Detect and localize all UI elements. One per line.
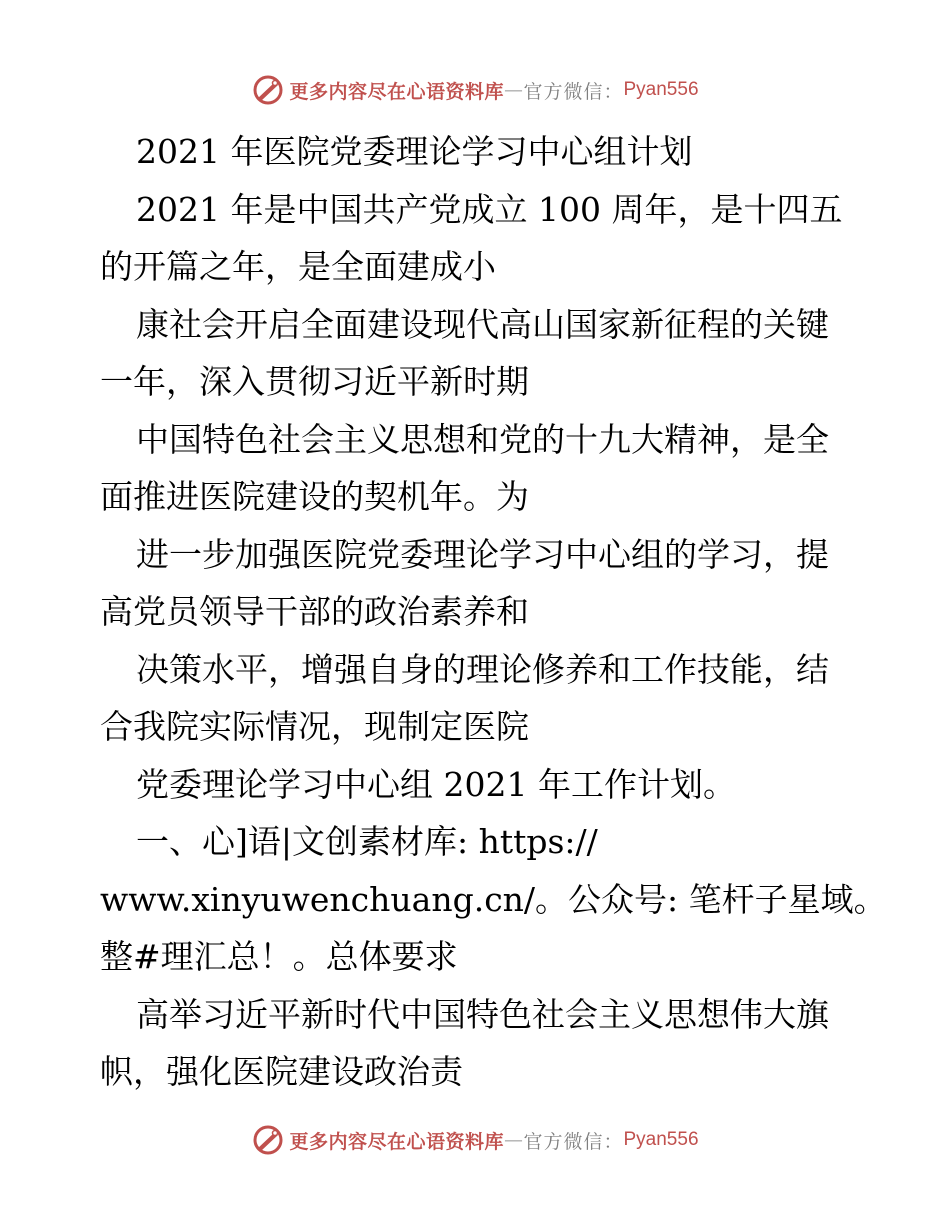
watermark-dash: — bbox=[503, 79, 524, 101]
paragraph-line: www.xinyuwenchuang.cn/。公众号: 笔杆子星域。 bbox=[100, 879, 887, 919]
paragraph-line: 面推进医院建设的契机年。为 bbox=[100, 477, 529, 516]
paragraph-line: 高举习近平新时代中国特色社会主义思想伟大旗 bbox=[136, 994, 829, 1034]
paragraph-line: 合我院实际情况，现制定医院 bbox=[100, 707, 529, 746]
watermark-official-label: 官方微信： bbox=[523, 80, 624, 103]
paragraph-line: 的开篇之年，是全面建成小 bbox=[100, 247, 496, 286]
paragraph-line: 康社会开启全面建设现代高山国家新征程的关键 bbox=[136, 304, 829, 344]
watermark-site-text: 更多内容尽在心语资料库 bbox=[289, 80, 504, 103]
brand-logo-icon bbox=[251, 1123, 285, 1157]
paragraph-line: 中国特色社会主义思想和党的十九大精神，是全 bbox=[136, 419, 829, 459]
footer-watermark bbox=[0, 1120, 950, 1160]
paragraph-line: 2021 年是中国共产党成立 100 周年，是十四五 bbox=[136, 189, 843, 229]
header-watermark bbox=[0, 70, 950, 110]
paragraph-line: 进一步加强医院党委理论学习中心组的学习，提 bbox=[136, 534, 829, 574]
watermark-account: Pyan556 bbox=[623, 1129, 699, 1150]
watermark-dash: — bbox=[503, 1129, 524, 1151]
paragraph-line: 决策水平，增强自身的理论修养和工作技能，结 bbox=[136, 649, 829, 689]
document-body bbox=[100, 123, 887, 1101]
paragraph-line: 党委理论学习中心组 2021 年工作计划。 bbox=[136, 764, 736, 804]
paragraph-line: 整#理汇总！。总体要求 bbox=[100, 937, 458, 976]
section-heading: 一、心]语|文创素材库: https:// bbox=[136, 822, 598, 861]
watermark-official-label: 官方微信： bbox=[523, 1130, 624, 1153]
watermark-site-text: 更多内容尽在心语资料库 bbox=[289, 1130, 504, 1153]
watermark-account: Pyan556 bbox=[623, 79, 699, 100]
paragraph-line: 帜，强化医院建设政治责 bbox=[100, 1052, 463, 1091]
paragraph-line: 高党员领导干部的政治素养和 bbox=[100, 592, 529, 631]
document-title: 2021 年医院党委理论学习中心组计划 bbox=[136, 132, 693, 171]
brand-logo-icon bbox=[251, 73, 285, 107]
paragraph-line: 一年，深入贯彻习近平新时期 bbox=[100, 362, 529, 401]
